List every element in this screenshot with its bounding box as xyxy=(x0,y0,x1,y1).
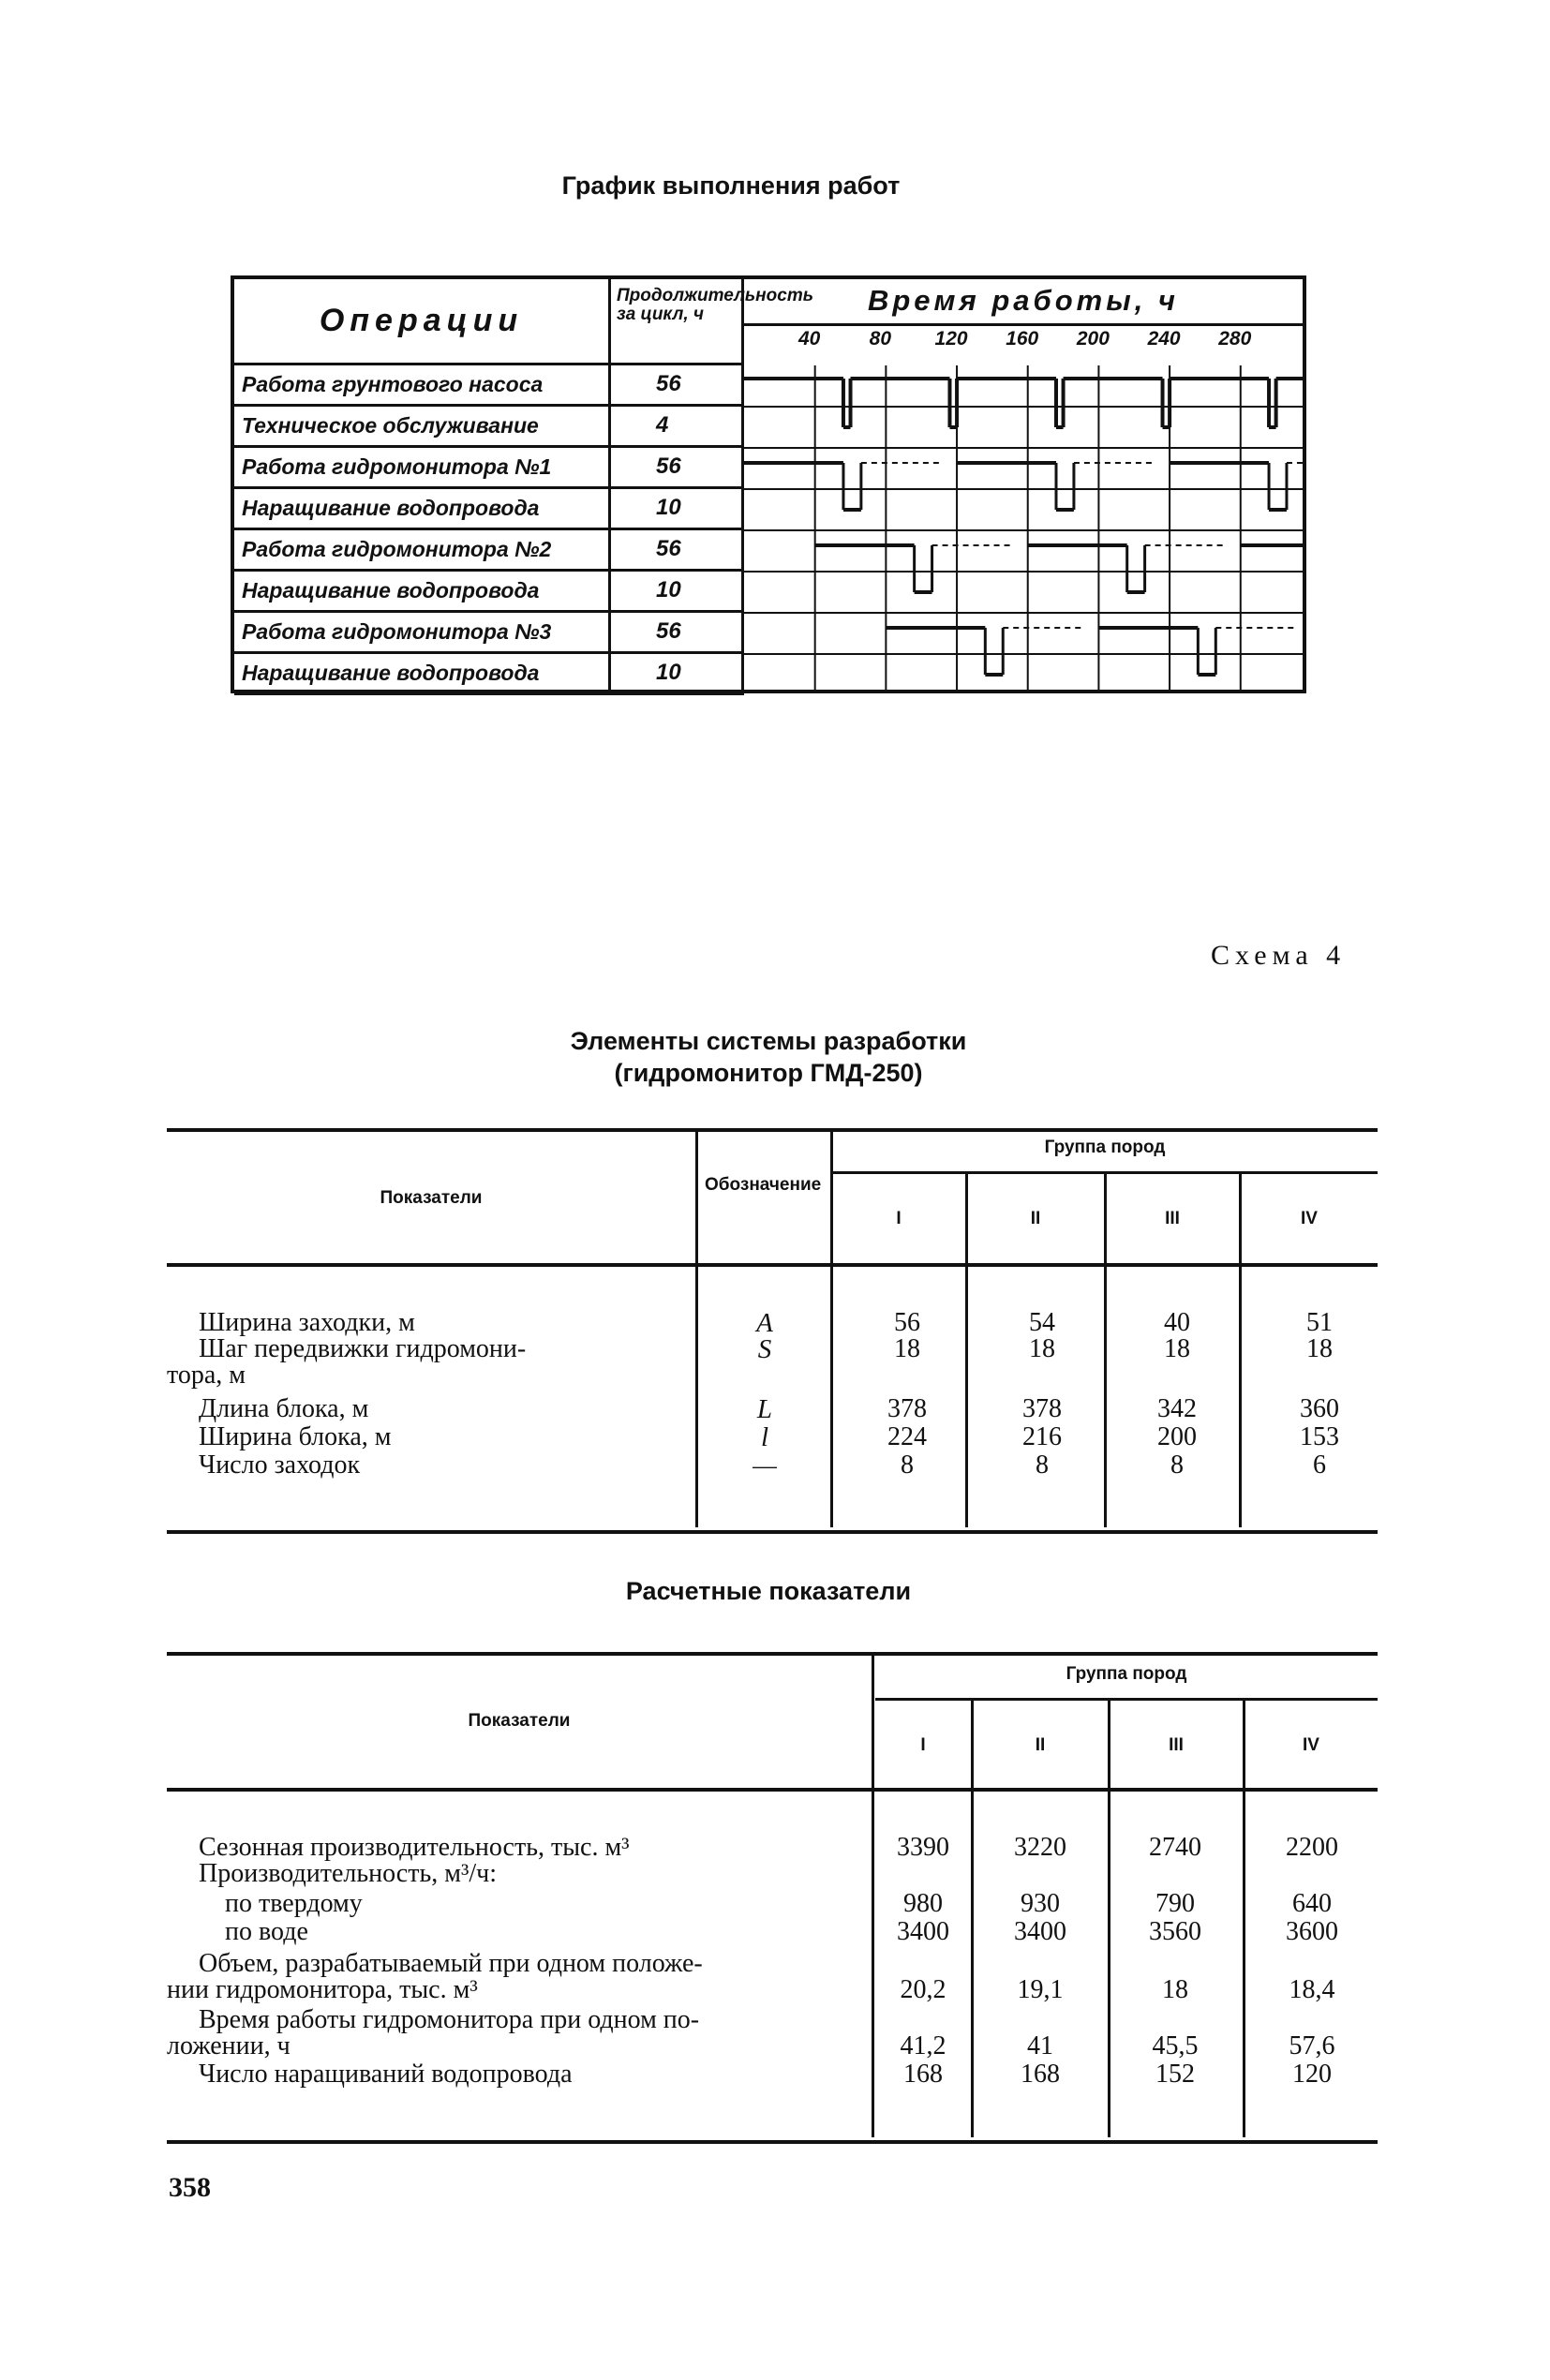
calc-cell: 980 xyxy=(903,1889,943,1918)
elements-cell: 18 xyxy=(894,1334,920,1363)
elements-title-line2: (гидромонитор ГМД-250) xyxy=(614,1059,923,1087)
elements-group-2: II xyxy=(1030,1209,1041,1228)
calc-cell: 640 xyxy=(1292,1889,1332,1918)
schedule-operation: Техническое обслуживание xyxy=(234,407,611,448)
elements-cell: 18 xyxy=(1306,1334,1333,1363)
calc-cell: 3600 xyxy=(1286,1917,1338,1946)
elements-group-3: III xyxy=(1165,1209,1180,1228)
elements-row-label: Число заходок xyxy=(199,1450,361,1480)
elements-cell: 18 xyxy=(1164,1334,1190,1363)
calc-cell: 2740 xyxy=(1149,1833,1201,1862)
elements-cell: 56 xyxy=(894,1308,920,1337)
elements-cell: 8 xyxy=(901,1450,914,1480)
calc-cell: 168 xyxy=(1021,2060,1060,2089)
schedule-operation: Работа гидромонитора №1 xyxy=(234,448,611,489)
calc-cell: 41,2 xyxy=(900,2031,946,2060)
elements-cell: 342 xyxy=(1157,1394,1197,1423)
schedule-time-tick: 80 xyxy=(869,328,892,350)
schedule-duration: 56 xyxy=(611,530,744,572)
schedule-duration-header: Продолжительность за цикл, ч xyxy=(611,279,744,365)
schedule-operation: Наращивание водопровода xyxy=(234,572,611,613)
schedule-gantt xyxy=(744,365,1303,690)
schedule-duration: 56 xyxy=(611,613,744,654)
calc-cell: 20,2 xyxy=(900,1975,946,2004)
calc-cell: 18 xyxy=(1162,1975,1188,2004)
calc-cell: 168 xyxy=(903,2060,943,2089)
schedule-time-tick: 40 xyxy=(797,328,821,350)
elements-cell: 8 xyxy=(1170,1450,1184,1480)
calc-cell: 3220 xyxy=(1014,1833,1066,1862)
schedule-duration: 10 xyxy=(611,489,744,530)
calc-row-label: по воде xyxy=(225,1917,308,1946)
elements-row-label: Шаг передвижки гидромони- xyxy=(199,1334,527,1363)
elements-group-1: I xyxy=(896,1209,902,1228)
page-number: 358 xyxy=(169,2172,211,2203)
schedule-title: График выполнения работ xyxy=(561,171,901,200)
elements-cell: 153 xyxy=(1300,1422,1339,1451)
scheme-label: Схема 4 xyxy=(1211,940,1347,971)
schedule-time-tick: 280 xyxy=(1218,328,1252,350)
elements-col-indicators: Показатели xyxy=(380,1188,483,1208)
calc-row-label: Объем, разрабатываемый при одном положе- xyxy=(199,1949,703,1978)
calc-cell: 790 xyxy=(1155,1889,1195,1918)
schedule-duration: 4 xyxy=(611,407,744,448)
elements-symbol: A xyxy=(756,1308,773,1338)
elements-cell: 54 xyxy=(1029,1308,1055,1337)
schedule-time-tick: 200 xyxy=(1076,328,1110,350)
schedule-time-tick: 240 xyxy=(1147,328,1181,350)
elements-symbol: S xyxy=(757,1334,772,1364)
schedule-duration: 56 xyxy=(611,448,744,489)
calc-row-label: Сезонная производительность, тыс. м³ xyxy=(199,1833,630,1862)
elements-symbol: L xyxy=(756,1394,773,1424)
schedule-operation: Наращивание водопровода xyxy=(234,654,611,695)
schedule-operation: Работа грунтового насоса xyxy=(234,365,611,407)
calc-row-label: Число наращиваний водопровода xyxy=(199,2060,573,2089)
schedule-duration: 10 xyxy=(611,654,744,695)
calc-cell: 3400 xyxy=(897,1917,949,1946)
calc-cell: 3400 xyxy=(1014,1917,1066,1946)
schedule-duration: 56 xyxy=(611,365,744,407)
schedule-operations-header: Операции xyxy=(234,279,611,365)
elements-cell: 51 xyxy=(1306,1308,1333,1337)
calc-row-label: нии гидромонитора, тыс. м³ xyxy=(167,1975,478,2004)
calc-group-3: III xyxy=(1169,1735,1184,1755)
calc-row-label: ложении, ч xyxy=(167,2031,291,2060)
elements-cell: 378 xyxy=(1022,1394,1062,1423)
elements-row-label: тора, м xyxy=(167,1361,246,1390)
schedule-time-tick: 160 xyxy=(1006,328,1039,350)
elements-row-label: Длина блока, м xyxy=(199,1394,369,1423)
calc-group-2: II xyxy=(1035,1735,1046,1755)
elements-cell: 6 xyxy=(1313,1450,1326,1480)
elements-cell: 378 xyxy=(887,1394,927,1423)
calc-group-1: I xyxy=(920,1735,926,1755)
calc-cell: 152 xyxy=(1155,2060,1195,2089)
elements-cell: 18 xyxy=(1029,1334,1055,1363)
calc-cell: 930 xyxy=(1021,1889,1060,1918)
elements-cell: 224 xyxy=(887,1422,927,1451)
calc-row-label: Производительность, м³/ч: xyxy=(199,1859,497,1888)
elements-cell: 216 xyxy=(1022,1422,1062,1451)
schedule-duration: 10 xyxy=(611,572,744,613)
elements-group-4: IV xyxy=(1301,1209,1318,1228)
calc-row-label: Время работы гидромонитора при одном по- xyxy=(199,2005,700,2034)
calc-cell: 57,6 xyxy=(1289,2031,1335,2060)
elements-title-line1: Элементы системы разработки xyxy=(570,1027,967,1055)
elements-row-label: Ширина блока, м xyxy=(199,1422,392,1451)
calc-cell: 2200 xyxy=(1286,1833,1338,1862)
elements-cell: 8 xyxy=(1036,1450,1049,1480)
schedule-time-header: Время работы, ч xyxy=(744,279,1303,326)
calc-col-group: Группа пород xyxy=(1066,1664,1187,1684)
schedule-operation: Работа гидромонитора №2 xyxy=(234,530,611,572)
schedule-operation: Наращивание водопровода xyxy=(234,489,611,530)
elements-col-group: Группа пород xyxy=(1044,1138,1166,1157)
calc-table-title: Расчетные показатели xyxy=(625,1577,912,1605)
calc-cell: 41 xyxy=(1027,2031,1053,2060)
elements-row-label: Ширина заходки, м xyxy=(199,1308,415,1337)
elements-cell: 200 xyxy=(1157,1422,1197,1451)
elements-cell: 360 xyxy=(1300,1394,1339,1423)
elements-symbol: l xyxy=(760,1422,769,1452)
calc-cell: 19,1 xyxy=(1017,1975,1064,2004)
calc-cell: 18,4 xyxy=(1289,1975,1335,2004)
elements-table-title xyxy=(450,1025,1087,1089)
calc-group-4: IV xyxy=(1303,1735,1319,1755)
calc-cell: 3560 xyxy=(1149,1917,1201,1946)
elements-col-symbol: Обозначение xyxy=(705,1175,822,1195)
calc-cell: 45,5 xyxy=(1152,2031,1199,2060)
calc-row-label: по твердому xyxy=(225,1889,363,1918)
schedule-chart xyxy=(231,275,1306,693)
calc-col-indicators: Показатели xyxy=(468,1711,571,1731)
schedule-operation: Работа гидромонитора №3 xyxy=(234,613,611,654)
elements-symbol: — xyxy=(753,1450,777,1480)
schedule-time-tick: 120 xyxy=(934,328,968,350)
elements-cell: 40 xyxy=(1164,1308,1190,1337)
calc-cell: 120 xyxy=(1292,2060,1332,2089)
calc-cell: 3390 xyxy=(897,1833,949,1862)
